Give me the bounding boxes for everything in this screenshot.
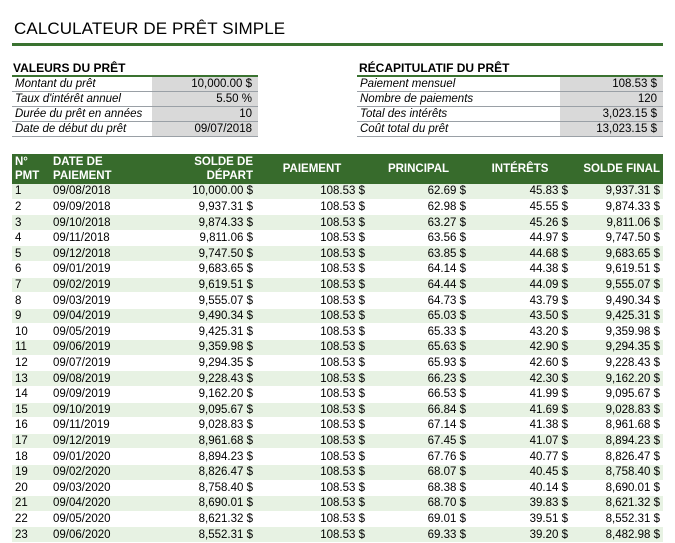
cell-ending-balance[interactable]: 9,811.06 $	[571, 215, 663, 231]
cell-payment-date[interactable]: 09/05/2020	[50, 511, 138, 527]
cell-pmt-number[interactable]: 12	[12, 355, 50, 371]
total-interest-label: Total des intérêts	[357, 107, 560, 122]
cell-starting-balance[interactable]: 9,490.34 $	[138, 308, 256, 324]
cell-interest[interactable]: 41.99 $	[469, 386, 571, 402]
cell-payment-date[interactable]: 09/06/2020	[50, 527, 138, 543]
cell-starting-balance[interactable]: 8,758.40 $	[138, 480, 256, 496]
start-date-label: Date de début du prêt	[12, 122, 152, 137]
cell-ending-balance[interactable]: 8,894.23 $	[571, 433, 663, 449]
cell-starting-balance[interactable]: 9,555.07 $	[138, 293, 256, 309]
table-row	[12, 355, 663, 371]
cell-payment[interactable]: 108.53 $	[256, 199, 368, 215]
cell-ending-balance[interactable]: 9,095.67 $	[571, 386, 663, 402]
monthly-payment-value[interactable]: 108.53 $	[560, 77, 663, 92]
header-ending-balance[interactable]: SOLDE FINAL	[571, 154, 663, 184]
cell-pmt-number[interactable]: 22	[12, 511, 50, 527]
cell-pmt-number[interactable]: 9	[12, 308, 50, 324]
table-row	[12, 308, 663, 324]
cell-payment[interactable]: 108.53 $	[256, 293, 368, 309]
cell-principal[interactable]: 66.53 $	[368, 386, 469, 402]
cell-starting-balance[interactable]: 8,621.32 $	[138, 511, 256, 527]
cell-principal[interactable]: 65.63 $	[368, 340, 469, 356]
start-date-row	[12, 122, 258, 137]
cell-starting-balance[interactable]: 9,874.33 $	[138, 215, 256, 231]
cell-payment[interactable]: 108.53 $	[256, 527, 368, 543]
cell-ending-balance[interactable]: 9,937.31 $	[571, 184, 663, 199]
payment-count-row	[357, 92, 663, 107]
cell-ending-balance[interactable]: 9,619.51 $	[571, 262, 663, 278]
table-row	[12, 230, 663, 246]
monthly-payment-label: Paiement mensuel	[357, 77, 560, 92]
cell-pmt-number[interactable]: 21	[12, 496, 50, 512]
table-row	[12, 433, 663, 449]
header-payment[interactable]: PAIEMENT	[256, 154, 368, 184]
cell-starting-balance[interactable]: 9,425.31 $	[138, 324, 256, 340]
cell-starting-balance[interactable]: 9,359.98 $	[138, 340, 256, 356]
interest-rate-input[interactable]: 5.50 %	[152, 92, 258, 107]
cell-principal[interactable]: 63.56 $	[368, 230, 469, 246]
cell-payment-date[interactable]: 09/10/2019	[50, 402, 138, 418]
cell-principal[interactable]: 65.33 $	[368, 324, 469, 340]
cell-ending-balance[interactable]: 9,228.43 $	[571, 355, 663, 371]
cell-payment-date[interactable]: 09/03/2019	[50, 293, 138, 309]
cell-payment-date[interactable]: 09/11/2018	[50, 230, 138, 246]
cell-ending-balance[interactable]: 9,490.34 $	[571, 293, 663, 309]
cell-interest[interactable]: 43.79 $	[469, 293, 571, 309]
cell-ending-balance[interactable]: 9,874.33 $	[571, 199, 663, 215]
cell-payment[interactable]: 108.53 $	[256, 184, 368, 199]
cell-interest[interactable]: 41.07 $	[469, 433, 571, 449]
cell-interest[interactable]: 44.38 $	[469, 262, 571, 278]
cell-ending-balance[interactable]: 9,294.35 $	[571, 340, 663, 356]
cell-starting-balance[interactable]: 8,690.01 $	[138, 496, 256, 512]
table-row	[12, 371, 663, 387]
header-payment-date[interactable]: DATE DE PAIEMENT	[50, 154, 138, 184]
cell-starting-balance[interactable]: 10,000.00 $	[138, 184, 256, 199]
table-row	[12, 386, 663, 402]
cell-principal[interactable]: 65.93 $	[368, 355, 469, 371]
table-row	[12, 340, 663, 356]
cell-payment[interactable]: 108.53 $	[256, 449, 368, 465]
cell-principal[interactable]: 64.14 $	[368, 262, 469, 278]
cell-ending-balance[interactable]: 9,359.98 $	[571, 324, 663, 340]
cell-pmt-number[interactable]: 14	[12, 386, 50, 402]
cell-payment[interactable]: 108.53 $	[256, 433, 368, 449]
cell-starting-balance[interactable]: 9,028.83 $	[138, 418, 256, 434]
cell-pmt-number[interactable]: 20	[12, 480, 50, 496]
cell-starting-balance[interactable]: 9,747.50 $	[138, 246, 256, 262]
payment-count-label: Nombre de paiements	[357, 92, 560, 107]
cell-principal[interactable]: 63.85 $	[368, 246, 469, 262]
cell-pmt-number[interactable]: 3	[12, 215, 50, 231]
payment-count-value[interactable]: 120	[560, 92, 663, 107]
loan-values-table	[12, 77, 258, 137]
table-row	[12, 402, 663, 418]
cell-starting-balance[interactable]: 9,619.51 $	[138, 277, 256, 293]
cell-pmt-number[interactable]: 19	[12, 464, 50, 480]
cell-pmt-number[interactable]: 16	[12, 418, 50, 434]
cell-payment-date[interactable]: 09/10/2018	[50, 215, 138, 231]
monthly-payment-row	[357, 77, 663, 92]
cell-principal[interactable]: 67.76 $	[368, 449, 469, 465]
cell-interest[interactable]: 41.38 $	[469, 418, 571, 434]
cell-payment[interactable]: 108.53 $	[256, 277, 368, 293]
cell-ending-balance[interactable]: 8,758.40 $	[571, 464, 663, 480]
cell-payment[interactable]: 108.53 $	[256, 496, 368, 512]
cell-payment-date[interactable]: 09/08/2019	[50, 371, 138, 387]
cell-pmt-number[interactable]: 2	[12, 199, 50, 215]
cell-pmt-number[interactable]: 8	[12, 293, 50, 309]
cell-pmt-number[interactable]: 15	[12, 402, 50, 418]
cell-pmt-number[interactable]: 4	[12, 230, 50, 246]
cell-payment-date[interactable]: 09/01/2019	[50, 262, 138, 278]
amortization-body	[12, 184, 663, 543]
cell-payment-date[interactable]: 09/06/2019	[50, 340, 138, 356]
header-starting-balance[interactable]: SOLDE DE DÉPART	[138, 154, 256, 184]
table-row	[12, 527, 663, 543]
loan-summary-table	[357, 77, 663, 137]
cell-interest[interactable]: 41.69 $	[469, 402, 571, 418]
cell-ending-balance[interactable]: 8,552.31 $	[571, 511, 663, 527]
cell-pmt-number[interactable]: 1	[12, 184, 50, 199]
cell-pmt-number[interactable]: 17	[12, 433, 50, 449]
table-row	[12, 246, 663, 262]
cell-starting-balance[interactable]: 9,095.67 $	[138, 402, 256, 418]
cell-payment-date[interactable]: 09/01/2020	[50, 449, 138, 465]
cell-principal[interactable]: 62.98 $	[368, 199, 469, 215]
header-pmt-number[interactable]: N° PMT	[12, 154, 50, 184]
loan-amount-row	[12, 77, 258, 92]
cell-starting-balance[interactable]: 8,894.23 $	[138, 449, 256, 465]
loan-summary-heading: RÉCAPITULATIF DU PRÊT	[359, 61, 510, 75]
interest-rate-row	[12, 92, 258, 107]
cell-payment[interactable]: 108.53 $	[256, 230, 368, 246]
interest-rate-label: Taux d'intérêt annuel	[12, 92, 152, 107]
cell-interest[interactable]: 42.90 $	[469, 340, 571, 356]
cell-payment-date[interactable]: 09/02/2019	[50, 277, 138, 293]
cell-starting-balance[interactable]: 9,811.06 $	[138, 230, 256, 246]
table-row	[12, 496, 663, 512]
cell-interest[interactable]: 44.97 $	[469, 230, 571, 246]
cell-payment[interactable]: 108.53 $	[256, 511, 368, 527]
table-row	[12, 184, 663, 199]
cell-ending-balance[interactable]: 9,555.07 $	[571, 277, 663, 293]
cell-payment-date[interactable]: 09/08/2018	[50, 184, 138, 199]
table-row	[12, 449, 663, 465]
page-title: CALCULATEUR DE PRÊT SIMPLE	[14, 19, 286, 38]
cell-payment[interactable]: 108.53 $	[256, 215, 368, 231]
cell-payment-date[interactable]: 09/05/2019	[50, 324, 138, 340]
cell-principal[interactable]: 69.33 $	[368, 527, 469, 543]
table-row	[12, 293, 663, 309]
total-interest-row	[357, 107, 663, 122]
cell-interest[interactable]: 44.68 $	[469, 246, 571, 262]
cell-payment[interactable]: 108.53 $	[256, 386, 368, 402]
cell-principal[interactable]: 66.23 $	[368, 371, 469, 387]
cell-payment[interactable]: 108.53 $	[256, 340, 368, 356]
cell-starting-balance[interactable]: 9,294.35 $	[138, 355, 256, 371]
table-header-row	[12, 154, 663, 184]
total-cost-value[interactable]: 13,023.15 $	[560, 122, 663, 137]
cell-ending-balance[interactable]: 9,747.50 $	[571, 230, 663, 246]
cell-payment-date[interactable]: 09/09/2018	[50, 199, 138, 215]
cell-interest[interactable]: 40.77 $	[469, 449, 571, 465]
cell-ending-balance[interactable]: 9,028.83 $	[571, 402, 663, 418]
cell-principal[interactable]: 64.44 $	[368, 277, 469, 293]
header-principal[interactable]: PRINCIPAL	[368, 154, 469, 184]
cell-ending-balance[interactable]: 9,162.20 $	[571, 371, 663, 387]
cell-payment-date[interactable]: 09/02/2020	[50, 464, 138, 480]
table-row	[12, 511, 663, 527]
cell-principal[interactable]: 62.69 $	[368, 184, 469, 199]
cell-ending-balance[interactable]: 8,826.47 $	[571, 449, 663, 465]
loan-amount-input[interactable]: 10,000.00 $	[152, 77, 258, 92]
cell-pmt-number[interactable]: 11	[12, 340, 50, 356]
table-row	[12, 262, 663, 278]
cell-starting-balance[interactable]: 8,961.68 $	[138, 433, 256, 449]
cell-interest[interactable]: 45.26 $	[469, 215, 571, 231]
cell-starting-balance[interactable]: 8,552.31 $	[138, 527, 256, 543]
cell-ending-balance[interactable]: 8,961.68 $	[571, 418, 663, 434]
loan-term-row	[12, 107, 258, 122]
table-row	[12, 277, 663, 293]
header-interest[interactable]: INTÉRÊTS	[469, 154, 571, 184]
cell-principal[interactable]: 68.07 $	[368, 464, 469, 480]
cell-starting-balance[interactable]: 9,937.31 $	[138, 199, 256, 215]
cell-payment-date[interactable]: 09/07/2019	[50, 355, 138, 371]
cell-principal[interactable]: 66.84 $	[368, 402, 469, 418]
amortization-table	[12, 154, 663, 543]
table-row	[12, 215, 663, 231]
cell-pmt-number[interactable]: 18	[12, 449, 50, 465]
cell-payment-date[interactable]: 09/09/2019	[50, 386, 138, 402]
cell-interest[interactable]: 42.60 $	[469, 355, 571, 371]
cell-payment[interactable]: 108.53 $	[256, 262, 368, 278]
cell-ending-balance[interactable]: 8,690.01 $	[571, 480, 663, 496]
table-row	[12, 199, 663, 215]
cell-interest[interactable]: 40.14 $	[469, 480, 571, 496]
cell-pmt-number[interactable]: 13	[12, 371, 50, 387]
cell-ending-balance[interactable]: 9,683.65 $	[571, 246, 663, 262]
cell-interest[interactable]: 45.83 $	[469, 184, 571, 199]
cell-payment[interactable]: 108.53 $	[256, 480, 368, 496]
cell-principal[interactable]: 65.03 $	[368, 308, 469, 324]
cell-principal[interactable]: 63.27 $	[368, 215, 469, 231]
cell-payment[interactable]: 108.53 $	[256, 371, 368, 387]
table-row	[12, 324, 663, 340]
total-interest-value[interactable]: 3,023.15 $	[560, 107, 663, 122]
cell-payment-date[interactable]: 09/12/2019	[50, 433, 138, 449]
table-row	[12, 480, 663, 496]
cell-payment[interactable]: 108.53 $	[256, 418, 368, 434]
cell-payment-date[interactable]: 09/12/2018	[50, 246, 138, 262]
cell-payment[interactable]: 108.53 $	[256, 464, 368, 480]
cell-interest[interactable]: 39.51 $	[469, 511, 571, 527]
total-cost-label: Coût total du prêt	[357, 122, 560, 137]
cell-interest[interactable]: 44.09 $	[469, 277, 571, 293]
cell-pmt-number[interactable]: 23	[12, 527, 50, 543]
cell-starting-balance[interactable]: 9,162.20 $	[138, 386, 256, 402]
cell-ending-balance[interactable]: 9,425.31 $	[571, 308, 663, 324]
cell-ending-balance[interactable]: 8,621.32 $	[571, 496, 663, 512]
title-divider	[12, 43, 663, 46]
table-row	[12, 418, 663, 434]
cell-principal[interactable]: 69.01 $	[368, 511, 469, 527]
cell-interest[interactable]: 39.20 $	[469, 527, 571, 543]
cell-payment[interactable]: 108.53 $	[256, 308, 368, 324]
table-row	[12, 464, 663, 480]
cell-payment-date[interactable]: 09/03/2020	[50, 480, 138, 496]
cell-interest[interactable]: 42.30 $	[469, 371, 571, 387]
cell-payment[interactable]: 108.53 $	[256, 324, 368, 340]
cell-principal[interactable]: 68.38 $	[368, 480, 469, 496]
cell-payment-date[interactable]: 09/04/2019	[50, 308, 138, 324]
cell-principal[interactable]: 67.45 $	[368, 433, 469, 449]
loan-term-label: Durée du prêt en années	[12, 107, 152, 122]
loan-values-heading: VALEURS DU PRÊT	[13, 61, 126, 75]
cell-ending-balance[interactable]: 8,482.98 $	[571, 527, 663, 543]
loan-amount-label: Montant du prêt	[12, 77, 152, 92]
total-cost-row	[357, 122, 663, 137]
cell-interest[interactable]: 43.20 $	[469, 324, 571, 340]
cell-principal[interactable]: 68.70 $	[368, 496, 469, 512]
cell-payment[interactable]: 108.53 $	[256, 402, 368, 418]
cell-pmt-number[interactable]: 7	[12, 277, 50, 293]
start-date-input[interactable]: 09/07/2018	[152, 122, 258, 137]
cell-pmt-number[interactable]: 10	[12, 324, 50, 340]
cell-payment[interactable]: 108.53 $	[256, 355, 368, 371]
cell-payment[interactable]: 108.53 $	[256, 246, 368, 262]
cell-principal[interactable]: 67.14 $	[368, 418, 469, 434]
cell-pmt-number[interactable]: 6	[12, 262, 50, 278]
loan-term-input[interactable]: 10	[152, 107, 258, 122]
cell-starting-balance[interactable]: 8,826.47 $	[138, 464, 256, 480]
cell-starting-balance[interactable]: 9,683.65 $	[138, 262, 256, 278]
cell-starting-balance[interactable]: 9,228.43 $	[138, 371, 256, 387]
cell-payment-date[interactable]: 09/11/2019	[50, 418, 138, 434]
cell-principal[interactable]: 64.73 $	[368, 293, 469, 309]
cell-interest[interactable]: 39.83 $	[469, 496, 571, 512]
cell-pmt-number[interactable]: 5	[12, 246, 50, 262]
cell-interest[interactable]: 40.45 $	[469, 464, 571, 480]
cell-interest[interactable]: 43.50 $	[469, 308, 571, 324]
cell-payment-date[interactable]: 09/04/2020	[50, 496, 138, 512]
cell-interest[interactable]: 45.55 $	[469, 199, 571, 215]
